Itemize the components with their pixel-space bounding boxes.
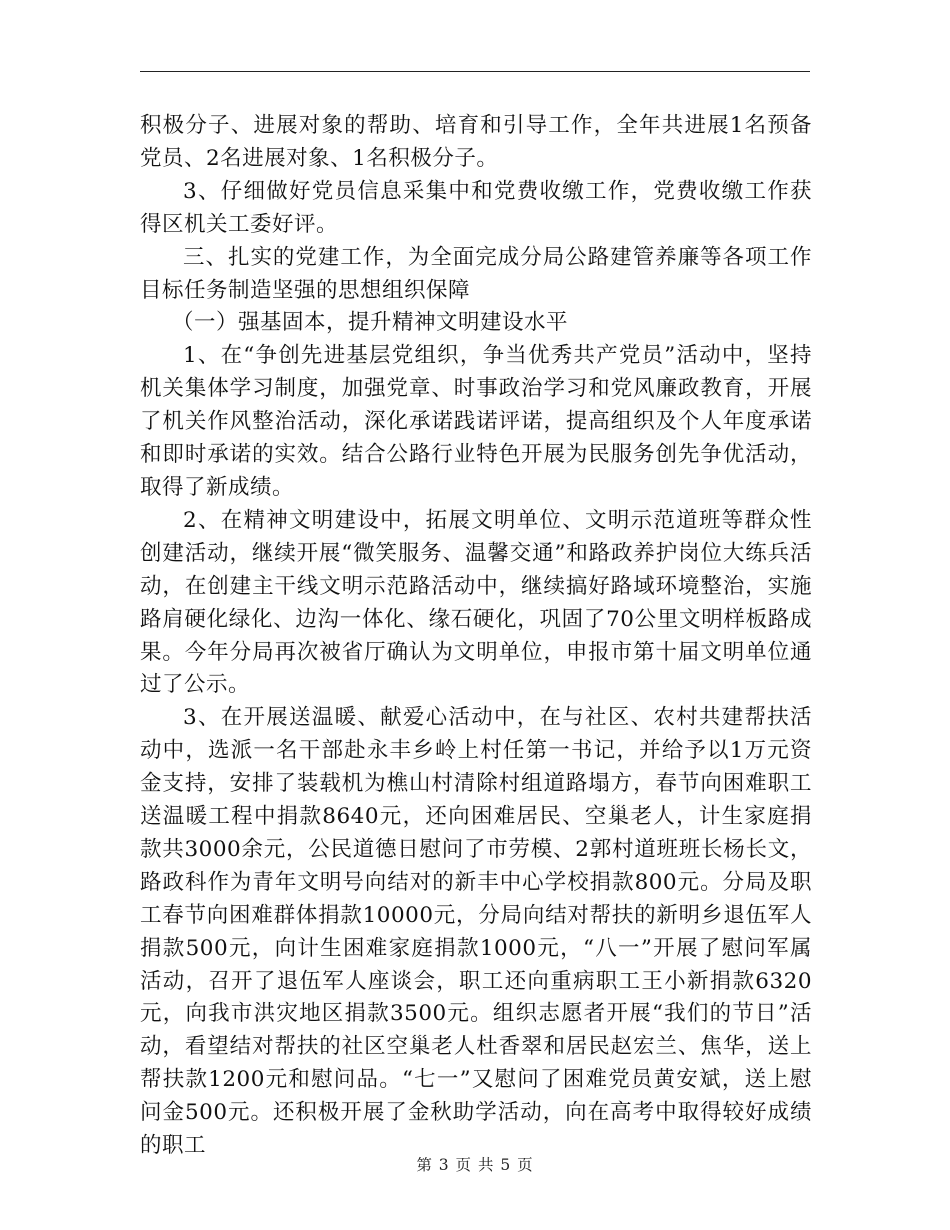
paragraph: 3、在开展送温暖、献爱心活动中，在与社区、农村共建帮扶活动中，选派一名干部赴永丰乡岭上村任第一书记，并给予以1万元资金支持，安排了装载机为樵山村清除村组道路塌方，春节向困难职工送温暖工程中捐款8640元，还向困难居民、空巢老人，计生家庭捐款共3000余元，公民道德日慰问了市劳模、2郭村道班班长杨长文，路政科作为青年文明号向结对的新丰中心学校捐款800元。分局及职工春节向困难群体捐款10000元，分局向结对帮扶的新明乡退伍军人捐款500元，向计生困难家庭捐款1000元，“八一”开展了慰问军属活动，召开了退伍军人座谈会，职工还向重病职工王小新捐款6320元，向我市洪灾地区捐款3500元。组织志愿者开展“我们的节日”活动，看望结对帮扶的社区空巢老人杜香翠和居民赵宏兰、焦华，送上帮扶款1200元和慰问品。“七一”又慰问了困难党员黄安斌，送上慰问金500元。还积极开展了金秋助学活动，向在高考中取得较好成绩的职工 <box>140 705 812 1159</box>
paragraph: 3、仔细做好党员信息采集中和党费收缴工作，党费收缴工作获得区机关工委好评。 <box>140 178 812 237</box>
paragraph: 2、在精神文明建设中，拓展文明单位、文明示范道班等群众性创建活动，继续开展“微笑服务、温馨交通”和路政养护岗位大练兵活动，在创建主干线文明示范路活动中，继续搞好路域环境整治，实施路肩硬化绿化、边沟一体化、缘石硬化，巩固了70公里文明样板路成果。今年分局再次被省厅确认为文明单位，申报市第十届文明单位通过了公示。 <box>140 507 812 698</box>
paragraph: 积极分子、进展对象的帮助、培育和引导工作，全年共进展1名预备党员、2名进展对象、1名积极分子。 <box>140 113 812 171</box>
subsection-heading: （一）强基固本，提升精神文明建设水平 <box>172 310 569 336</box>
paragraph: 1、在“争创先进基层党组织，争当优秀共产党员”活动中，坚持机关集体学习制度，加强党章、时事政治学习和党风廉政教育，开展了机关作风整治活动，深化承诺践诺评诺，提高组织及个人年度承诺和即时承诺的实效。结合公路行业特色开展为民服务创先争优活动，取得了新成绩。 <box>140 343 812 500</box>
document-body <box>140 110 812 1163</box>
section-heading: 三、扎实的党建工作，为全面完成分局公路建管养廉等各项工作目标任务制造坚强的思想组织保障 <box>140 244 812 303</box>
header-rule <box>140 71 810 72</box>
page-number-footer: 第 3 页 共 5 页 <box>416 1156 534 1174</box>
